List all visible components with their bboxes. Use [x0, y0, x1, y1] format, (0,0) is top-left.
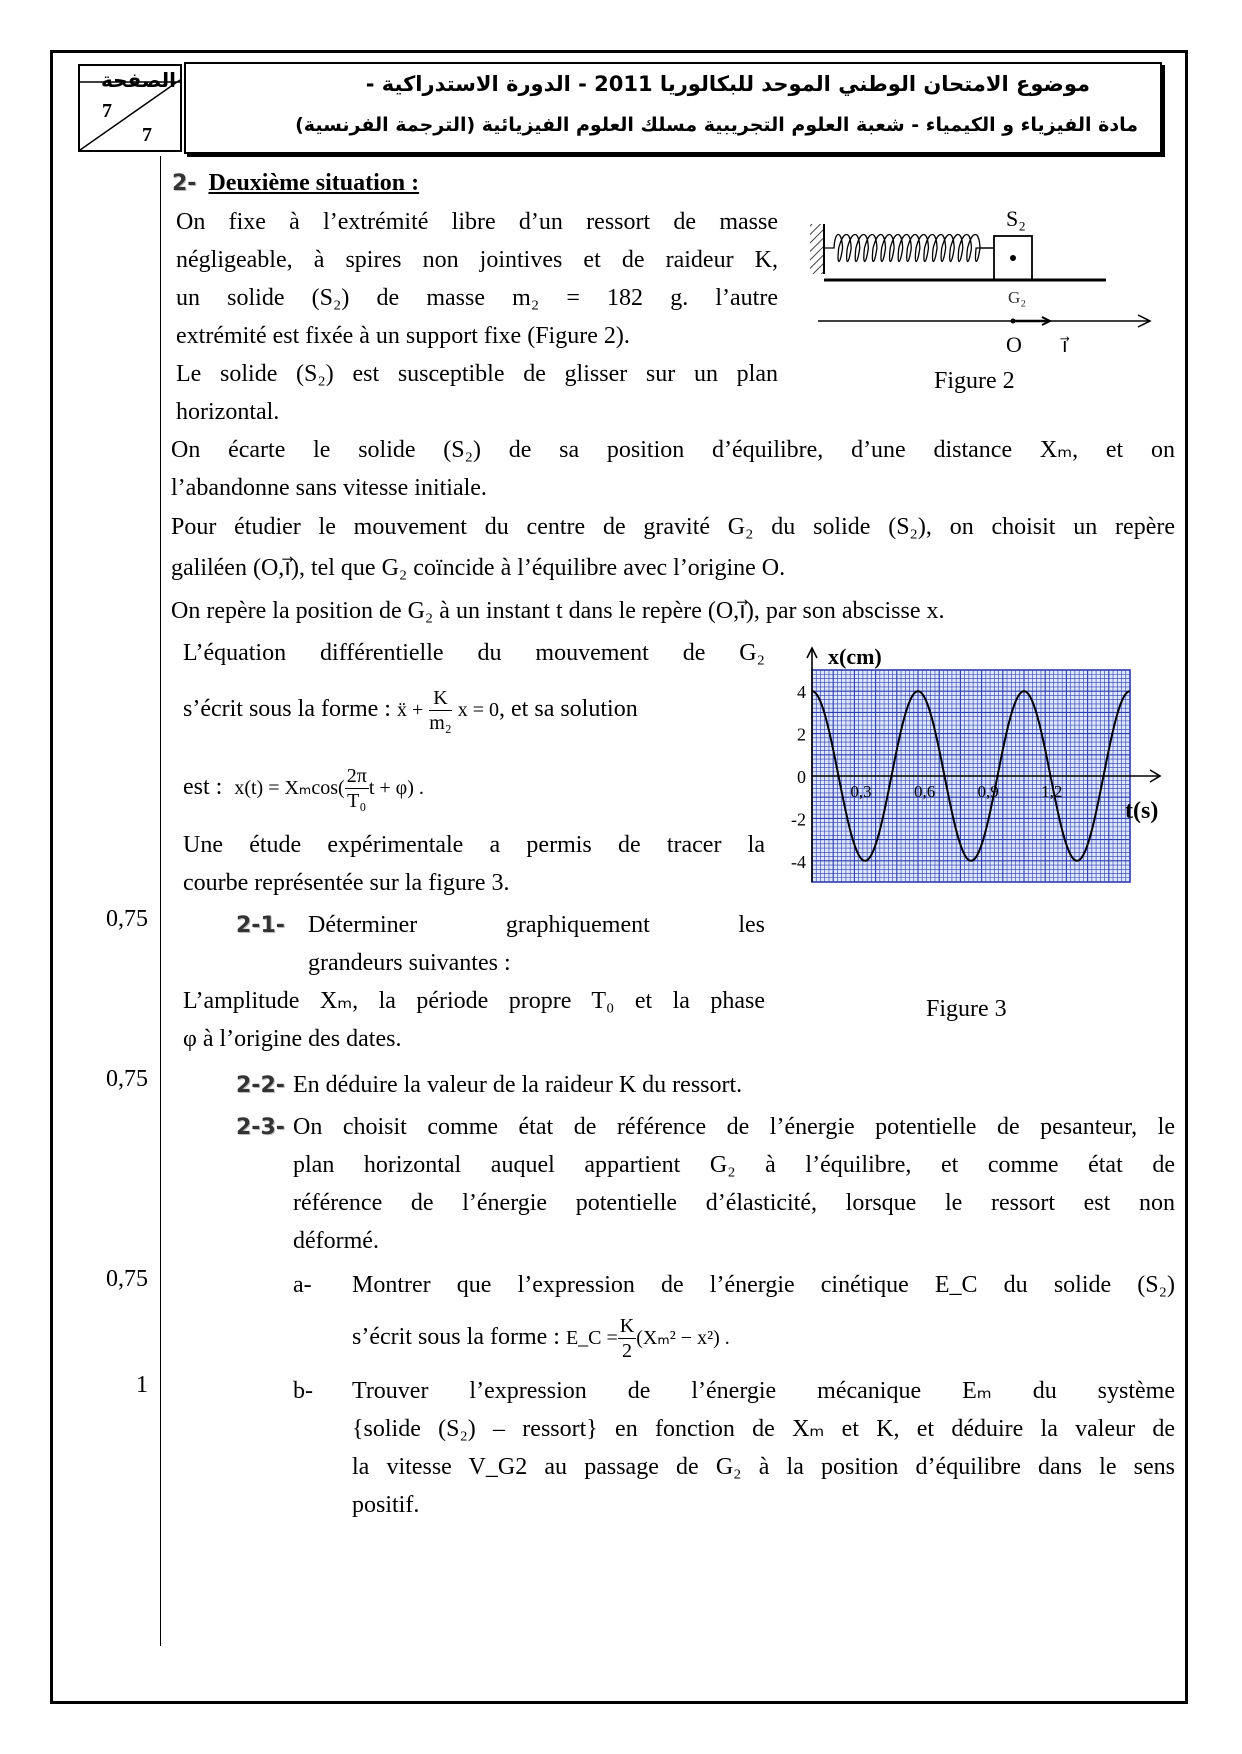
p3-line2: l’abandonne sans vitesse initiale. [171, 475, 487, 501]
eq-frac-den: m₂ [429, 712, 452, 734]
y-tick-label: 4 [797, 682, 806, 703]
solution-line [183, 764, 424, 813]
q23-number: 2-3- [236, 1115, 285, 1140]
p1-line3: un solide (S₂) de masse m₂ = 182 g. l’autre [176, 285, 778, 311]
sol-left: x(t) = Xₘcos( [234, 777, 345, 800]
y-tick-label: 0 [797, 767, 806, 787]
p5-line: On repère la position de G₂ à un instant t dans le repère (O,i⃗), par son abscisse x. [171, 598, 945, 624]
exp-line1: Une étude expérimentale a permis de tracer la [183, 832, 765, 858]
x-tick-label: 0,6 [913, 782, 936, 801]
x-axis-label: t(s) [1125, 798, 1159, 824]
qb-line1: Trouver l’expression de l’énergie mécanique Eₘ du système [352, 1378, 1175, 1404]
qb-line2: {solide (S₂) – ressort} en fonction de Xₘ et K, et déduire la valeur de [352, 1416, 1175, 1442]
p2-line1: Le solide (S₂) est susceptible de glisser sur un plan [176, 361, 778, 387]
qb-label: b- [293, 1378, 313, 1404]
qa-frac-den: 2 [622, 1340, 632, 1362]
points-q22: 0,75 [106, 1066, 148, 1092]
figure3-chart [790, 640, 1180, 990]
y-tick-label: -2 [791, 809, 806, 830]
exp-line2: courbe représentée sur la figure 3. [183, 870, 510, 896]
page-number-box [78, 64, 182, 152]
points-qb: 1 [136, 1372, 148, 1398]
p1-line2: négligeable, à spires non jointives et de raideur K, [176, 247, 778, 273]
solid-label: S₂ [1006, 206, 1026, 231]
header-line-1: موضوع الامتحان الوطني الموحد للبكالوريا 2011 - الدورة الاستدراكية - [365, 72, 1090, 96]
figure2-caption: Figure 2 [934, 368, 1015, 394]
q22-number: 2-2- [236, 1073, 285, 1098]
page-total: 7 [142, 124, 152, 146]
p1-line4: extrémité est fixée à un support fixe (Figure 2). [176, 323, 630, 349]
eq-fraction [429, 686, 452, 735]
figure2-diagram [810, 200, 1170, 360]
eq-line2 [183, 686, 638, 735]
g2-label: G₂ [1008, 288, 1027, 307]
page-number: 7 [102, 100, 112, 122]
x-tick-label: 0,3 [850, 782, 872, 801]
qa-fraction [618, 1314, 636, 1363]
center-g2 [1010, 255, 1016, 261]
eq-diff-left: ẍ + [396, 699, 424, 722]
points-q21: 0,75 [106, 906, 148, 932]
q23-line4: déformé. [293, 1228, 379, 1254]
x-tick-label: 0,9 [977, 782, 999, 801]
header-line-2: مادة الفيزياء و الكيمياء - شعبة العلوم التجريبية مسلك العلوم الفيزيائية (الترجمة الفرنسية) [295, 114, 1138, 136]
qa-label: a- [293, 1272, 312, 1298]
q22-text: En déduire la valeur de la raideur K du ressort. [293, 1072, 743, 1098]
origin-point [1011, 319, 1016, 324]
eq-tail: , et sa solution [499, 696, 638, 723]
spring [824, 235, 980, 262]
q23-line2: plan horizontal auquel appartient G₂ à l’équilibre, et comme état de [293, 1152, 1175, 1178]
qa-line2 [352, 1314, 730, 1363]
points-qa: 0,75 [106, 1266, 148, 1292]
qb-line4: positif. [352, 1492, 420, 1518]
exam-header [184, 62, 1162, 154]
p2-line2: horizontal. [176, 399, 280, 425]
sol-intro: est : [183, 774, 223, 801]
section-title: Deuxième situation : [208, 170, 420, 196]
q21-number: 2-1- [236, 913, 285, 938]
q23-line3: référence de l’énergie potentielle d’élasticité, lorsque le ressort est non [293, 1190, 1175, 1216]
qa-line1: Montrer que l’expression de l’énergie cinétique E_C du solide (S₂) [352, 1272, 1175, 1298]
sol-fraction [345, 764, 369, 813]
p4-line1: Pour étudier le mouvement du centre de gravité G₂ du solide (S₂), on choisit un repère [171, 514, 1175, 540]
x-tick-label: 1,2 [1041, 782, 1063, 801]
qa-right: (Xₘ² − x²) . [636, 1327, 730, 1350]
margin-line [160, 156, 161, 1646]
section-heading [172, 164, 419, 203]
sol-frac-den: T₀ [347, 790, 367, 812]
eq-line1: L’équation différentielle du mouvement de G₂ [183, 640, 765, 666]
q21-line4: φ à l’origine des dates. [183, 1026, 402, 1052]
q21-line2: grandeurs suivantes : [308, 950, 511, 976]
p1-line1: On fixe à l’extrémité libre d’un ressort de masse [176, 209, 778, 235]
section-number: 2- [172, 171, 197, 196]
q23-line1: On choisit comme état de référence de l’énergie potentielle de pesanteur, le [293, 1114, 1175, 1140]
qa-left: E_C = [565, 1327, 618, 1350]
y-axis-label: x(cm) [828, 644, 882, 669]
eq-intro: s’écrit sous la forme : [183, 696, 391, 723]
p4-line2: galiléen (O,i⃗), tel que G₂ coïncide à l’équilibre avec l’origine O. [171, 555, 786, 581]
sol-right: t + φ) . [368, 777, 424, 800]
fixed-support [810, 224, 824, 274]
qa-intro: s’écrit sous la forme : [352, 1324, 560, 1351]
vector-label: i⃗ [1062, 335, 1068, 357]
qb-line3: la vitesse V_G2 au passage de G₂ à la position d’équilibre dans le sens [352, 1454, 1175, 1480]
page-label: الصفحة [100, 68, 176, 92]
qa-frac-num: K [619, 1315, 635, 1337]
q21-line3: L’amplitude Xₘ, la période propre T₀ et la phase [183, 988, 765, 1014]
origin-label: O [1006, 332, 1022, 357]
figure3-caption: Figure 3 [926, 996, 1007, 1022]
sol-frac-num: 2π [346, 765, 367, 787]
eq-frac-num: K [429, 686, 452, 711]
eq-diff-right: x = 0 [457, 699, 500, 722]
p3-line1: On écarte le solide (S₂) de sa position d’équilibre, d’une distance Xₘ, et on [171, 437, 1175, 463]
y-tick-label: -4 [791, 851, 806, 872]
q21-line1: Déterminer graphiquement les [308, 912, 765, 938]
y-tick-label: 2 [797, 724, 806, 745]
